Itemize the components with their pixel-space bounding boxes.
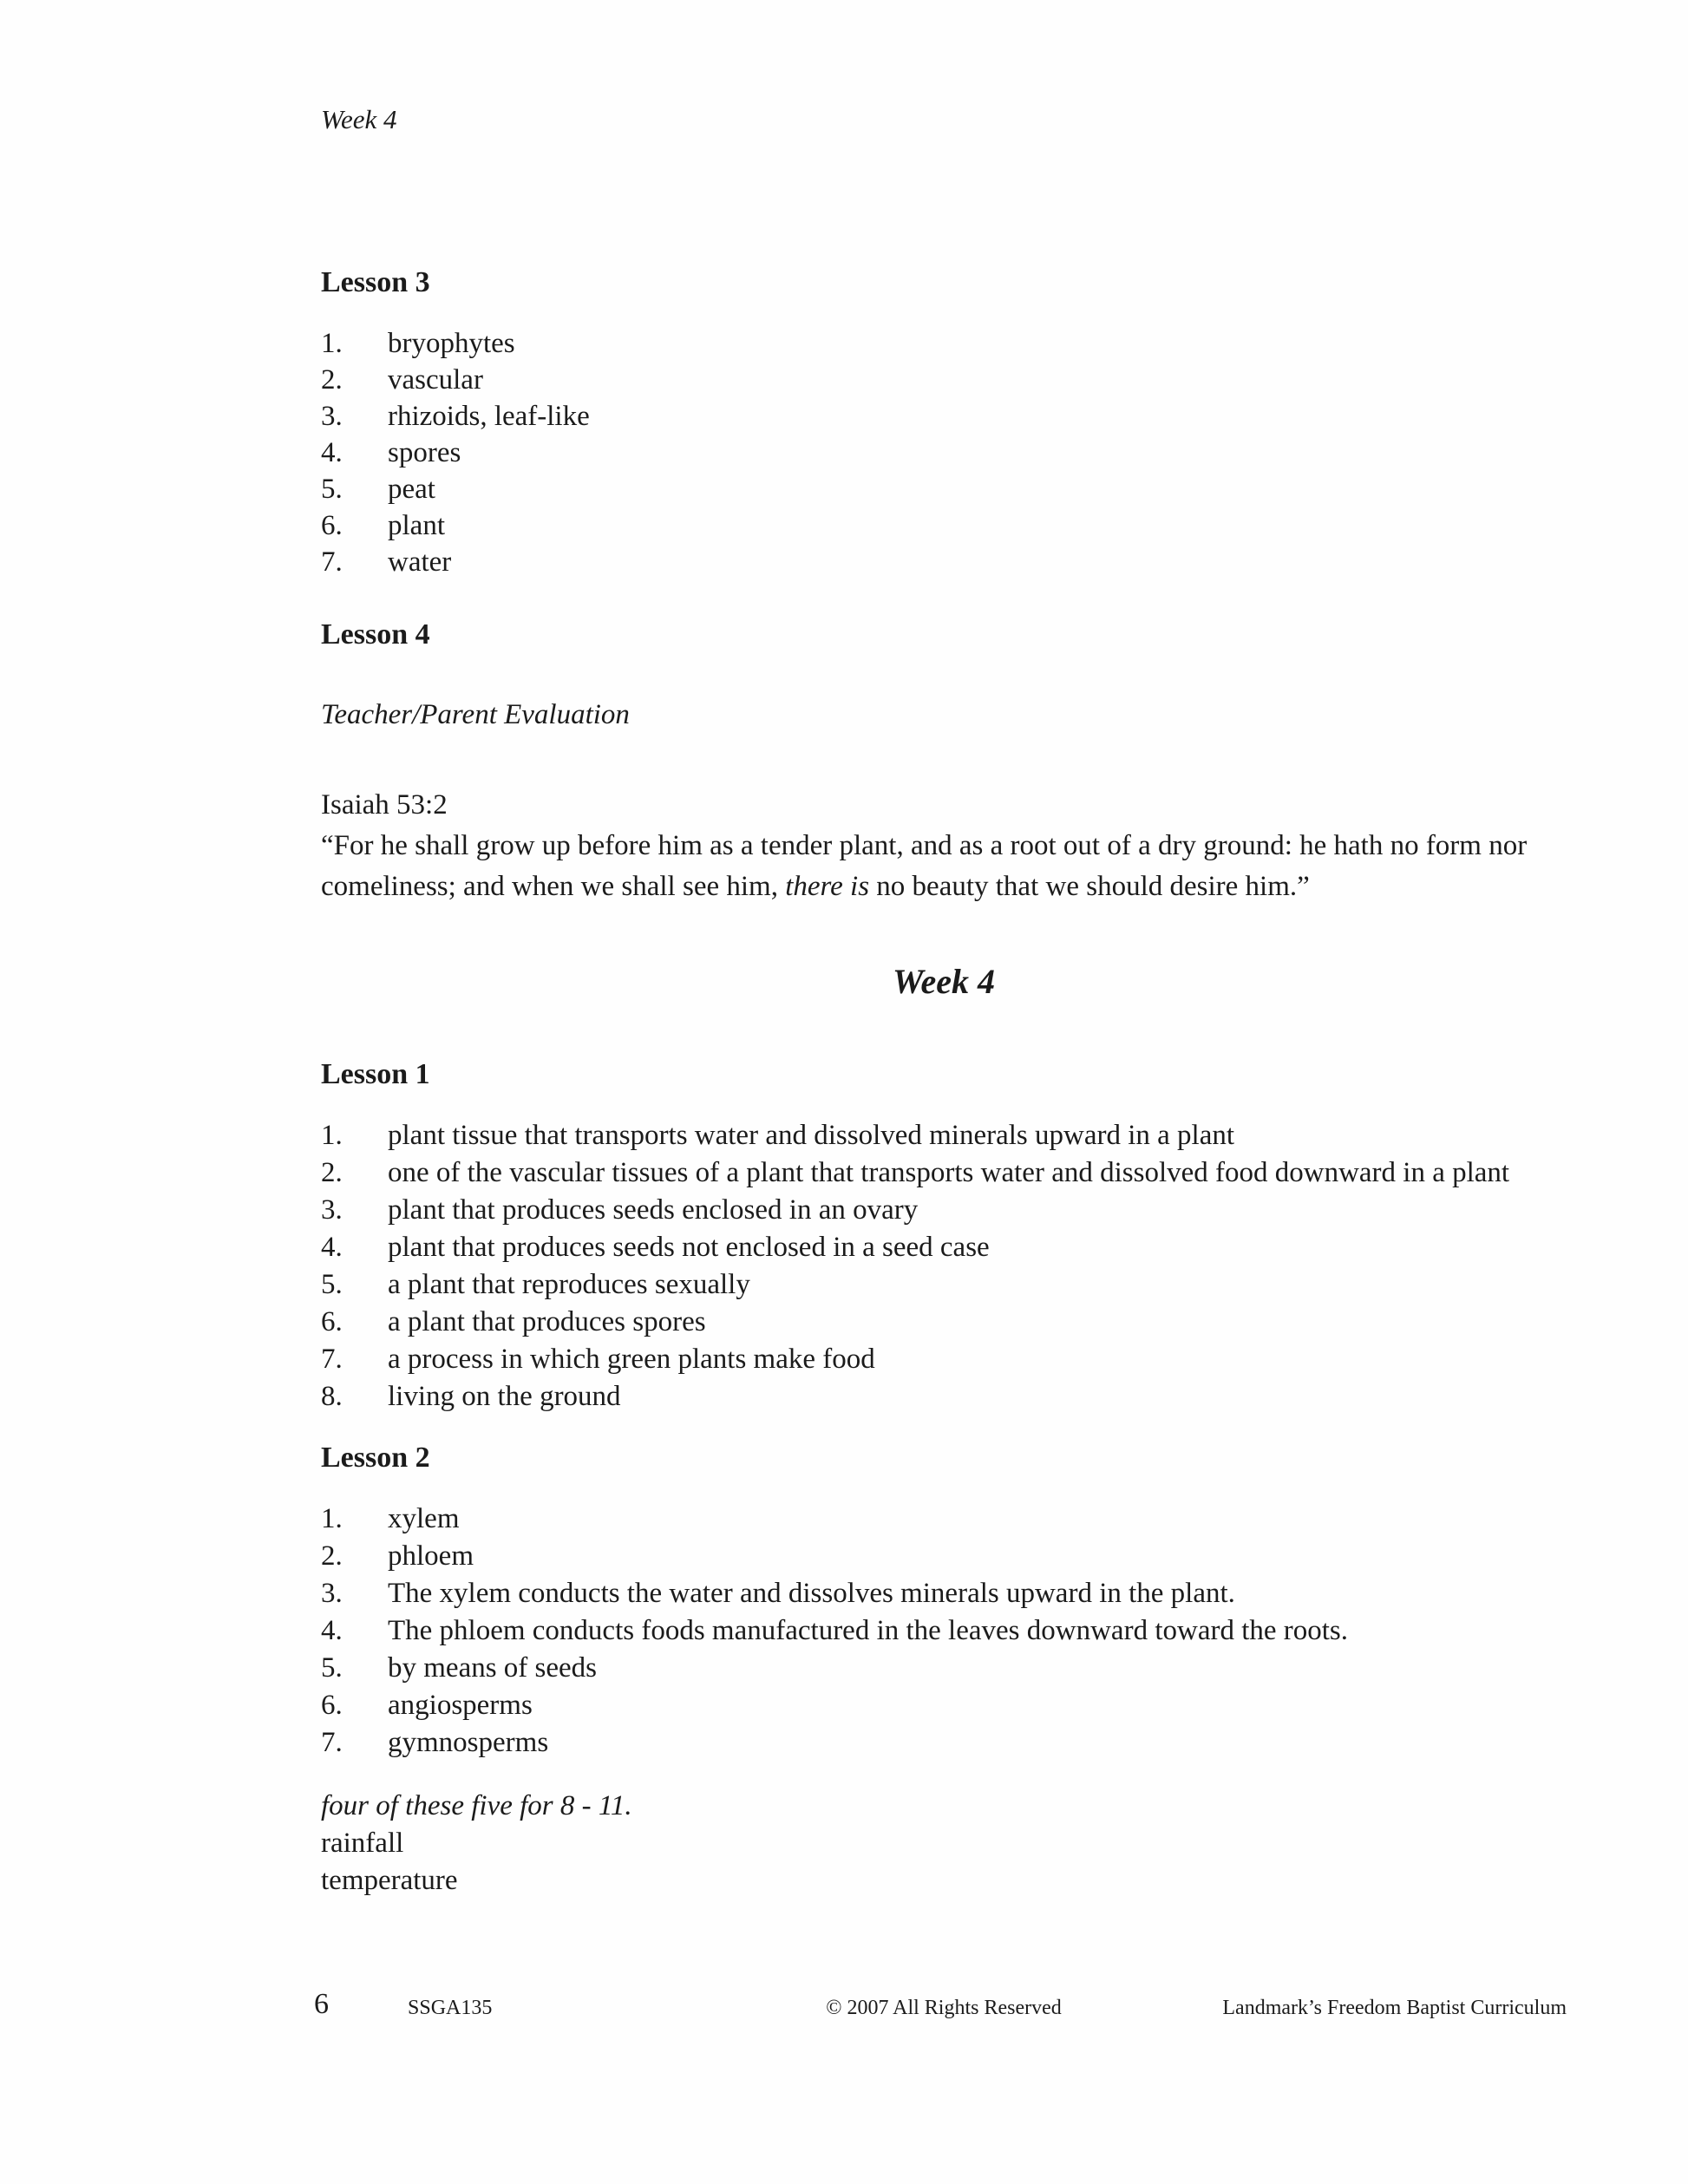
item-text: bryophytes [388, 328, 515, 359]
lesson-1-heading: Lesson 1 [321, 1058, 430, 1090]
list-item [321, 1192, 1567, 1229]
document-code: SSGA135 [408, 1997, 493, 2019]
item-number: 1. [321, 1120, 343, 1151]
item-number: 6. [321, 1690, 343, 1721]
note-instruction: four of these five for 8 - 11. [321, 1790, 632, 1821]
lesson-3-heading: Lesson 3 [321, 266, 430, 298]
lesson-2-heading: Lesson 2 [321, 1442, 430, 1474]
quote-part-2: no beauty that we should desire him.” [869, 871, 1310, 902]
publisher-name: Landmark’s Freedom Baptist Curriculum [1222, 1997, 1567, 2019]
item-number: 4. [321, 1232, 343, 1263]
note-block [321, 1788, 1567, 1900]
list-item [321, 471, 1567, 507]
copyright-notice: © 2007 All Rights Reserved [826, 1997, 1062, 2019]
item-text: one of the vascular tissues of a plant that transports water and dissolved food downward in a plant [388, 1157, 1510, 1188]
item-text: plant that produces seeds not enclosed in a seed case [388, 1232, 990, 1263]
quote-italic: there is [785, 871, 870, 902]
list-item [321, 1341, 1567, 1378]
item-number: 2. [321, 364, 343, 396]
item-text: gymnosperms [388, 1727, 549, 1758]
list-item [321, 1687, 1567, 1724]
item-number: 2. [321, 1157, 343, 1188]
note-answer: temperature [321, 1865, 458, 1896]
item-text: a plant that produces spores [388, 1306, 706, 1337]
list-item [321, 1501, 1567, 1538]
list-item [321, 1117, 1567, 1154]
item-number: 7. [321, 1727, 343, 1758]
item-number: 3. [321, 1578, 343, 1609]
item-text: phloem [388, 1540, 474, 1572]
item-text: xylem [388, 1503, 460, 1534]
item-number: 1. [321, 1503, 343, 1534]
quote-part-1: “For he shall grow up before him as a tender plant, and as a root out of a dry ground: he hath no form nor comeliness; and when we shall see him, [321, 830, 1528, 902]
item-text: living on the ground [388, 1381, 621, 1412]
item-number: 5. [321, 474, 343, 505]
item-number: 3. [321, 401, 343, 432]
lesson-1-answer-list [321, 1117, 1567, 1416]
scripture-reference: Isaiah 53:2 [321, 789, 448, 821]
item-text: plant that produces seeds enclosed in an ovary [388, 1194, 919, 1226]
list-item [321, 507, 1567, 544]
list-item [321, 1575, 1567, 1612]
list-item [321, 1724, 1567, 1762]
item-text: a plant that reproduces sexually [388, 1269, 750, 1300]
item-number: 6. [321, 1306, 343, 1337]
item-text: plant tissue that transports water and dissolved minerals upward in a plant [388, 1120, 1235, 1151]
item-text: The phloem conducts foods manufactured in the leaves downward toward the roots. [388, 1615, 1349, 1646]
teacher-parent-evaluation: Teacher/Parent Evaluation [321, 699, 630, 730]
list-item [321, 435, 1567, 471]
item-text: a process in which green plants make food [388, 1344, 875, 1375]
lesson-2-answer-list [321, 1501, 1567, 1762]
week-4-heading: Week 4 [892, 962, 996, 1001]
list-item [321, 1304, 1567, 1341]
lesson-3-answer-list [321, 325, 1567, 580]
list-item [321, 1266, 1567, 1304]
list-item [321, 1650, 1567, 1687]
item-text: angiosperms [388, 1690, 533, 1721]
item-text: by means of seeds [388, 1652, 598, 1684]
list-item [321, 1612, 1567, 1650]
item-number: 1. [321, 328, 343, 359]
list-item [321, 1154, 1567, 1192]
item-text: The xylem conducts the water and dissolves minerals upward in the plant. [388, 1578, 1235, 1609]
scripture-quote [321, 826, 1567, 907]
note-answer: rainfall [321, 1828, 404, 1859]
item-number: 8. [321, 1381, 343, 1412]
item-number: 5. [321, 1652, 343, 1684]
item-number: 7. [321, 546, 343, 578]
list-item [321, 544, 1567, 580]
item-text: rhizoids, leaf-like [388, 401, 590, 432]
page-number: 6 [314, 1988, 329, 2020]
list-item [321, 1538, 1567, 1575]
running-header: Week 4 [321, 104, 397, 134]
item-number: 7. [321, 1344, 343, 1375]
item-text: water [388, 546, 452, 578]
list-item [321, 1229, 1567, 1266]
item-number: 6. [321, 510, 343, 541]
item-text: plant [388, 510, 445, 541]
item-text: spores [388, 437, 461, 468]
item-number: 3. [321, 1194, 343, 1226]
item-text: peat [388, 474, 435, 505]
page-footer [314, 1988, 1567, 2040]
list-item [321, 362, 1567, 398]
item-number: 4. [321, 1615, 343, 1646]
item-text: vascular [388, 364, 483, 396]
item-number: 4. [321, 437, 343, 468]
list-item [321, 398, 1567, 435]
list-item [321, 325, 1567, 362]
lesson-4-heading: Lesson 4 [321, 618, 430, 651]
list-item [321, 1378, 1567, 1416]
item-number: 5. [321, 1269, 343, 1300]
item-number: 2. [321, 1540, 343, 1572]
